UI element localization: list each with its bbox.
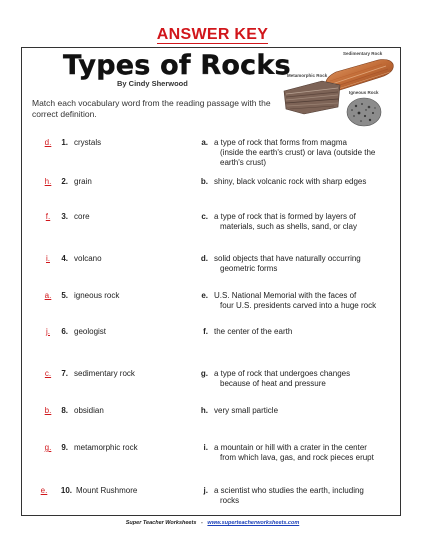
item-number: 6. xyxy=(61,327,68,336)
definition-letter: a. xyxy=(201,138,208,147)
vocabulary-word: obsidian xyxy=(74,406,104,415)
definition-text xyxy=(214,291,376,311)
worksheet-title: Types of Rocks xyxy=(63,50,291,81)
answer-letter: e. xyxy=(40,486,48,495)
answer-letter: b. xyxy=(44,406,52,415)
definition-line: materials, such as shells, sand, or clay xyxy=(220,222,357,231)
definition-letter: f. xyxy=(203,327,208,336)
definition-line: a type of rock that forms from magma xyxy=(214,138,347,147)
footer xyxy=(0,520,425,526)
definition-text xyxy=(214,138,375,168)
footer-separator: - xyxy=(200,520,203,526)
item-number: 5. xyxy=(61,291,68,300)
definition-letter: c. xyxy=(201,212,208,221)
answer-letter: c. xyxy=(44,369,52,378)
definition-line: the center of the earth xyxy=(214,327,293,336)
definition-line: a mountain or hill with a crater in the center xyxy=(214,443,367,452)
vocabulary-word: geologist xyxy=(74,327,107,336)
vocabulary-word: grain xyxy=(74,177,92,186)
definition-line: rocks xyxy=(220,496,240,505)
definition-letter: b. xyxy=(200,177,208,186)
answer-letter: j. xyxy=(46,327,50,336)
definition-line: very small particle xyxy=(214,406,279,415)
author-byline: By Cindy Sherwood xyxy=(117,79,188,88)
definition-letter: e. xyxy=(201,291,208,300)
sedimentary-rock-label: Sedimentary Rock xyxy=(343,51,383,56)
item-number: 10. xyxy=(60,486,72,495)
vocabulary-word: crystals xyxy=(74,138,102,147)
vocabulary-word: metamorphic rock xyxy=(74,443,138,452)
definition-line: because of heat and pressure xyxy=(220,379,326,388)
definition-text xyxy=(214,486,364,506)
item-number: 8. xyxy=(61,406,68,415)
definition-text xyxy=(214,177,366,187)
definition-text xyxy=(214,254,361,274)
answer-letter: a. xyxy=(44,291,52,300)
definition-letter: h. xyxy=(200,406,208,415)
answer-letter: f. xyxy=(45,212,51,221)
definition-letter: j. xyxy=(203,486,208,495)
vocabulary-word: Mount Rushmore xyxy=(76,486,138,495)
item-number: 4. xyxy=(61,254,68,263)
definition-line: (inside the earth's crust) or lava (outside the xyxy=(220,148,376,157)
definition-line: solid objects that have naturally occurring xyxy=(214,254,361,263)
definition-letter: d. xyxy=(200,254,208,263)
metamorphic-rock-label: Metamorphic Rock xyxy=(287,73,328,78)
answer-key-heading xyxy=(0,26,425,44)
definition-letter: g. xyxy=(200,369,208,378)
definition-line: geometric forms xyxy=(220,264,278,273)
definition-text xyxy=(214,443,374,463)
answer-letter: g. xyxy=(44,443,52,452)
answer-key-text: ANSWER KEY xyxy=(156,26,269,43)
footer-brand: Super Teacher Worksheets xyxy=(125,520,197,526)
item-number: 9. xyxy=(61,443,68,452)
igneous-rock-label: Igneous Rock xyxy=(349,90,379,95)
definition-text xyxy=(214,212,357,232)
vocabulary-word: volcano xyxy=(74,254,102,263)
definition-line: U.S. National Memorial with the faces of xyxy=(214,291,357,300)
definition-letter: i. xyxy=(203,443,208,452)
definition-line: a scientist who studies the earth, including xyxy=(214,486,364,495)
vocabulary-word: sedimentary rock xyxy=(74,369,135,378)
definition-text xyxy=(214,369,350,389)
instructions: Match each vocabulary word from the reading passage with the correct definition. xyxy=(32,98,271,119)
definition-line: from which lava, gas, and rock pieces erupt xyxy=(220,453,374,462)
answer-letter: i. xyxy=(46,254,50,263)
footer-link[interactable]: www.superteacherworksheets.com xyxy=(207,520,300,526)
item-number: 3. xyxy=(61,212,68,221)
definition-line: a type of rock that is formed by layers of xyxy=(214,212,356,221)
item-number: 7. xyxy=(61,369,68,378)
definition-line: shiny, black volcanic rock with sharp edges xyxy=(214,177,367,186)
item-number: 1. xyxy=(61,138,68,147)
igneous-rock-image xyxy=(345,96,383,128)
vocabulary-word: igneous rock xyxy=(74,291,120,300)
answer-letter: d. xyxy=(44,138,52,147)
definition-text xyxy=(214,406,278,416)
vocabulary-word: core xyxy=(74,212,90,221)
answer-letter: h. xyxy=(44,177,52,186)
definition-line: a type of rock that undergoes changes xyxy=(214,369,351,378)
definition-text xyxy=(214,327,292,337)
item-number: 2. xyxy=(61,177,68,186)
definition-line: earth's crust) xyxy=(220,158,266,167)
definition-line: four U.S. presidents carved into a huge rock xyxy=(220,301,377,310)
metamorphic-rock-image xyxy=(282,79,342,115)
